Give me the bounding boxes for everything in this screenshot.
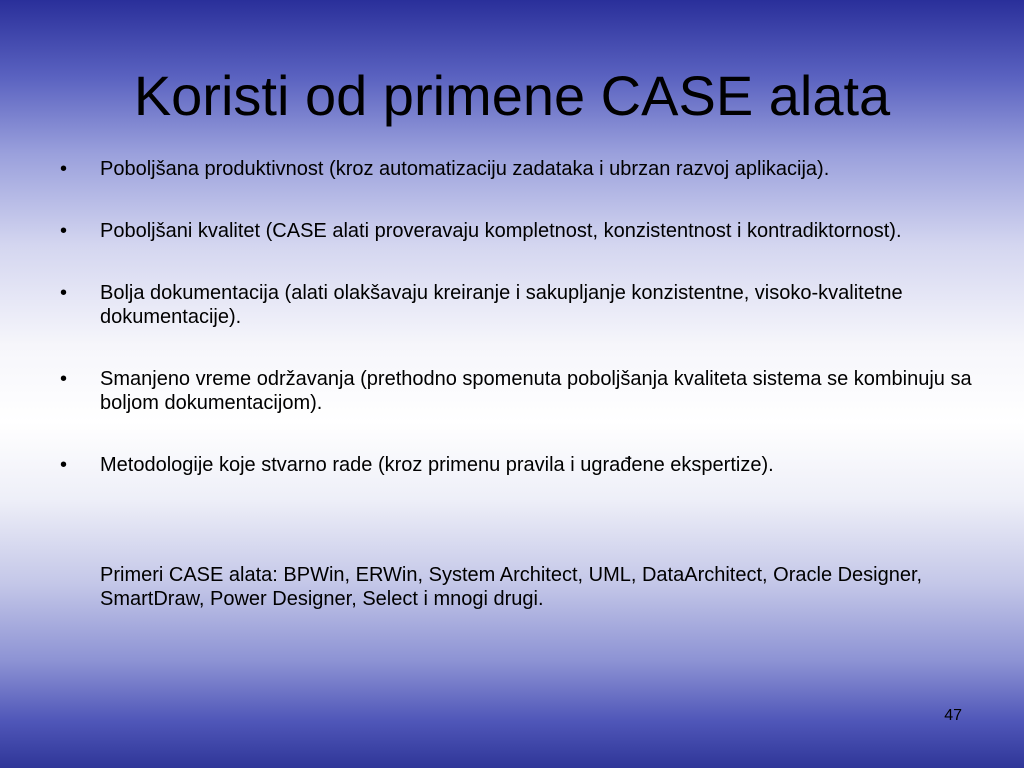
bullet-item [56, 157, 976, 181]
case-tools-examples: Primeri CASE alata: BPWin, ERWin, System Architect, UML, DataArchitect, Oracle Designer, SmartDraw, Power Designer, Select i mnogi drugi. [100, 564, 923, 610]
bullet-item [56, 219, 976, 243]
bullet-marker-icon: • [60, 368, 68, 390]
bullet-marker-icon: • [60, 282, 68, 304]
bullet-text: Metodologije koje stvarno rade (kroz primenu pravila i ugrađene ekspertize). [100, 454, 774, 476]
bullet-text: Poboljšana produktivnost (kroz automatizaciju zadataka i ubrzan razvoj aplikacija). [100, 158, 830, 180]
slide-title: Koristi od primene CASE alata [133, 64, 891, 127]
bullet-list [56, 157, 976, 515]
page-number: 47 [944, 707, 962, 724]
bullet-text: Smanjeno vreme održavanja (prethodno spomenuta poboljšanja kvaliteta sistema se kombinuju sa boljom dokumentacijom). [100, 368, 972, 414]
bullet-text: Bolja dokumentacija (alati olakšavaju kreiranje i sakupljanje konzistentne, visoko-kvalitetne dokumentacije). [100, 282, 903, 328]
bullet-item [56, 281, 976, 329]
bullet-marker-icon: • [60, 158, 68, 180]
bullet-item [56, 453, 976, 477]
bullet-marker-icon: • [60, 220, 68, 242]
bullet-item [56, 367, 976, 415]
bullet-text: Poboljšani kvalitet (CASE alati proveravaju kompletnost, konzistentnost i kontradiktornost). [100, 220, 902, 242]
bullet-marker-icon: • [60, 454, 68, 476]
